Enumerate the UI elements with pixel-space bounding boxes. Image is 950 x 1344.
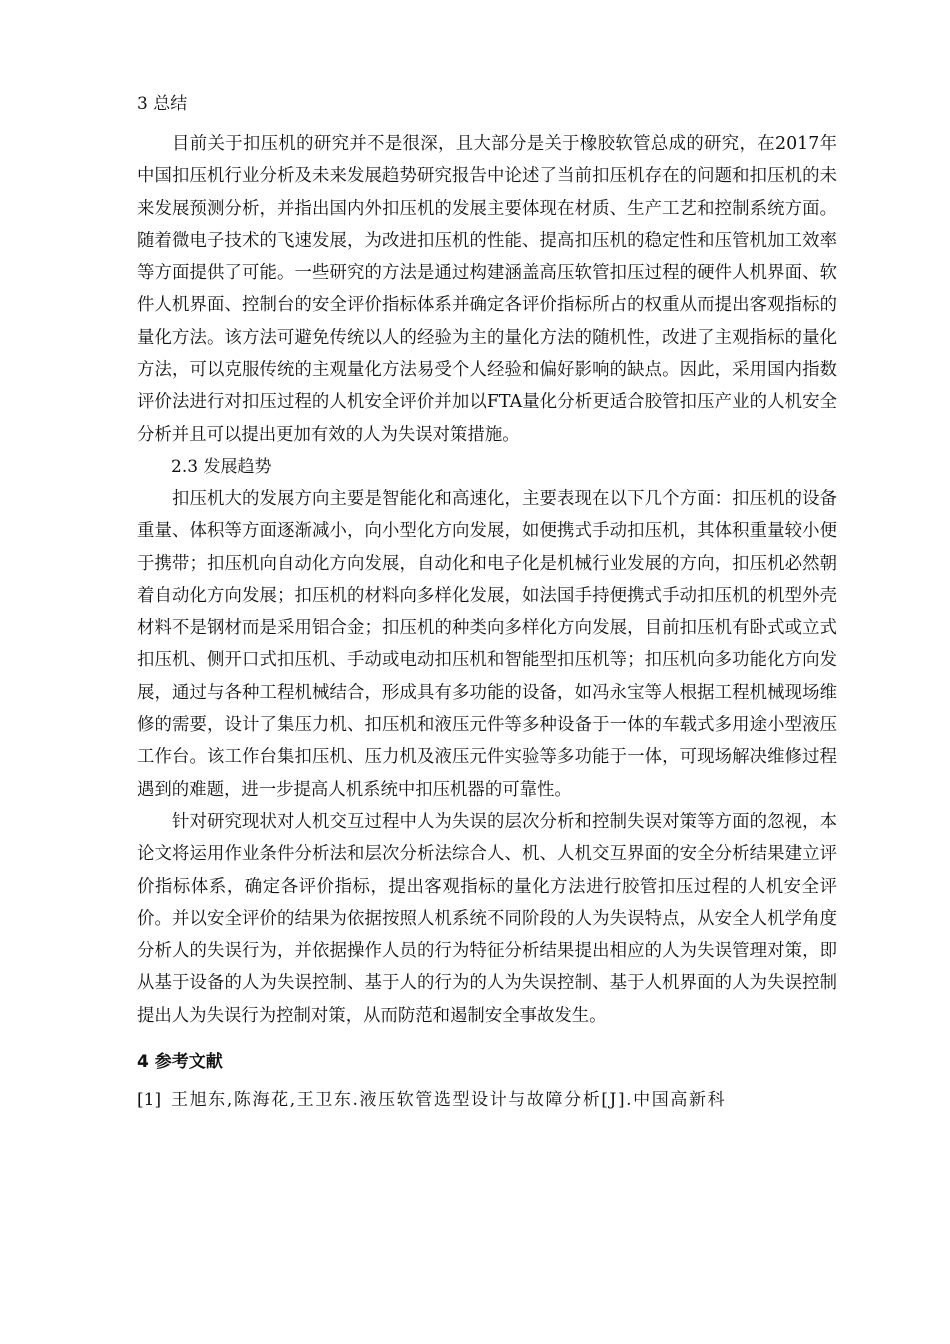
trend-paragraph-1: 扣压机大的发展方向主要是智能化和高速化，主要表现在以下几个方面：扣压机的设备重量、体积等方面逐渐减小，向小型化方向发展，如便携式手动扣压机，其体积重量较小便于携带；扣压机向自动化方向发展，自动化和电子化是机械行业发展的方向，扣压机必然朝着自动化方向发展；扣压机的材料向多样化发展，如法国手持便携式手动扣压机的机型外壳材料不是钢材而是采用铝合金；扣压机的种类向多样化方向发展，目前扣压机有卧式或立式扣压机、侧开口式扣压机、手动或电动扣压机和智能型扣压机等；扣压机向多功能化方向发展，通过与各种工程机械结合，形成具有多功能的设备，如冯永宝等人根据工程机械现场维修的需要，设计了集压力机、扣压机和液压元件等多种设备于一体的车载式多用途小型液压工作台。该工作台集扣压机、压力机及液压元件实验等多功能于一体，可现场解决维修过程遇到的难题，进一步提高人机系统中扣压机器的可靠性。 [137,488,837,800]
document-page [137,88,837,1116]
reference-item [137,1084,837,1116]
section-heading-trend: 2.3 发展趋势 [171,456,272,477]
summary-paragraph: 目前关于扣压机的研究并不是很深，且大部分是关于橡胶软管总成的研究，在2017年中国扣压机行业分析及未来发展趋势研究报告中论述了当前扣压机存在的问题和扣压机的未来发展预测分析，并指出国内外扣压机的发展主要体现在材质、生产工艺和控制系统方面。随着微电子技术的飞速发展，为改进扣压机的性能、提高扣压机的稳定性和压管机加工效率等方面提供了可能。一些研究的方法是通过构建涵盖高压软管扣压过程的硬件人机界面、软件人机界面、控制台的安全评价指标体系并确定各评价指标所占的权重从而提出客观指标的量化方法。该方法可避免传统以人的经验为主的量化方法的随机性，改进了主观指标的量化方法，可以克服传统的主观量化方法易受个人经验和偏好影响的缺点。因此，采用国内指数评价法进行对扣压过程的人机安全评价并加以FTA量化分析更适合胶管扣压产业的人机安全分析并且可以提出更加有效的人为失误对策措施。 [137,134,837,445]
trend-paragraph-2: 针对研究现状对人机交互过程中人为失误的层次分析和控制失误对策等方面的忽视，本论文将运用作业条件分析法和层次分析法综合人、机、人机交互界面的安全分析结果建立评价指标体系，确定各评价指标，提出客观指标的量化方法进行胶管扣压过程的人机安全评价。并以安全评价的结果为依据按照人机系统不同阶段的人为失误特点，从安全人机学角度分析人的失误行为，并依据操作人员的行为特征分析结果提出相应的人为失误管理对策，即从基于设备的人为失误控制、基于人的行为的人为失误控制、基于人机界面的人为失误控制提出人为失误行为控制对策，从而防范和遏制安全事故发生。 [137,811,837,1026]
section-heading-references: 4 参考文献 [137,1052,223,1073]
section-heading-summary: 3 总结 [137,94,188,114]
reference-text: 王旭东,陈海花,王卫东.液压软管选型设计与故障分析[J].中国高新科 [171,1090,727,1111]
reference-number: [1] [137,1090,162,1111]
